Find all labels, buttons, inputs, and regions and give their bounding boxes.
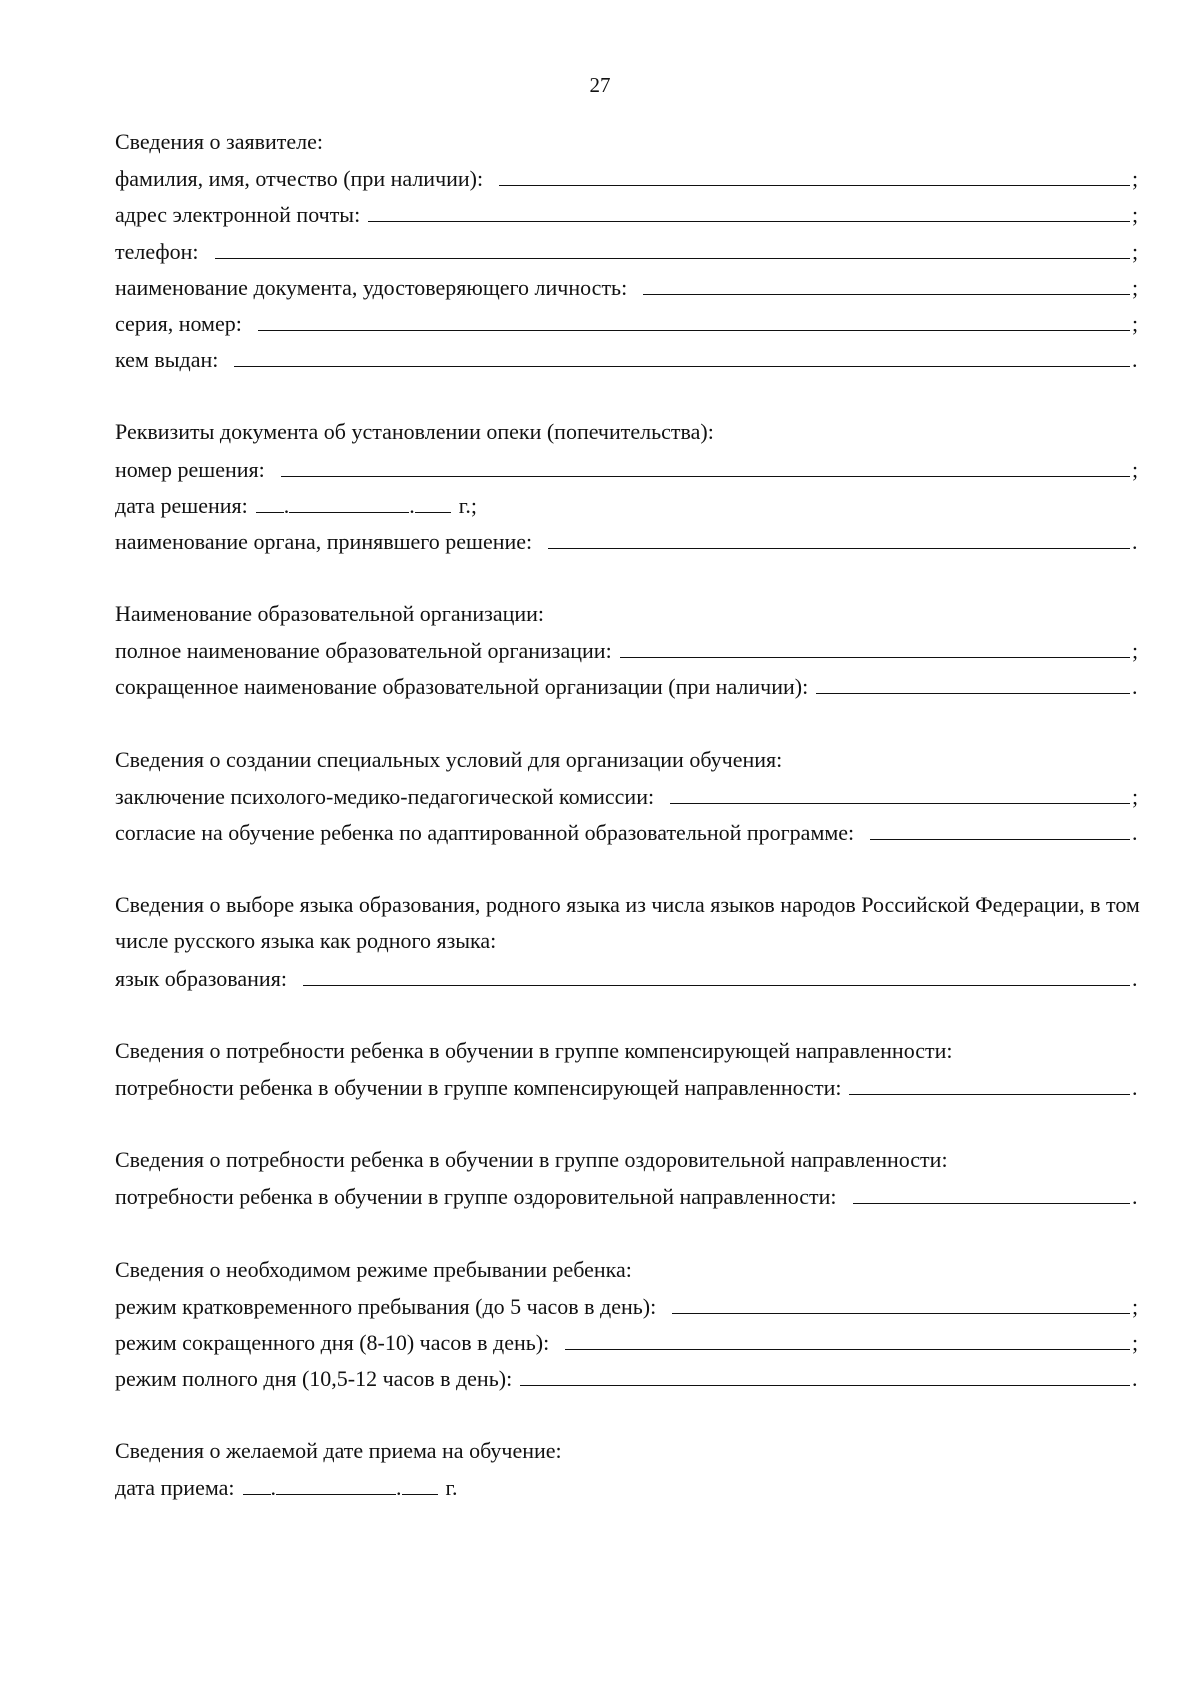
decision-number-field[interactable]	[281, 451, 1130, 477]
full-day-field[interactable]	[520, 1360, 1130, 1386]
decision-day-field[interactable]	[256, 487, 284, 513]
compensating-label: потребности ребенка в обучении в группе компенсирующей направленности:	[115, 1074, 842, 1100]
section-heading: Сведения о необходимом режиме пребывании ребенка:	[115, 1256, 632, 1282]
section-heading: Сведения о создании специальных условий для организации обучения:	[115, 746, 783, 772]
page-number: 27	[589, 73, 611, 97]
section-heading: Сведения о выборе языка образования, родного языка из числа языков народов Российской Федерации, в том числе русского языка как родного языка:	[115, 892, 1140, 954]
section-admission	[115, 1433, 1140, 1505]
consent-row: согласие на обучение ребенка по адаптированной образовательной программе: .	[115, 814, 1140, 850]
section-applicant	[115, 124, 1140, 377]
email-label: адрес электронной почты:	[115, 202, 361, 228]
fullname-label: фамилия, имя, отчество (при наличии):	[115, 166, 484, 192]
section-heading: Сведения о потребности ребенка в обучении в группе оздоровительной направленности:	[115, 1147, 948, 1173]
health-field[interactable]	[853, 1178, 1130, 1204]
reduced-day-label: режим сокращенного дня (8-10) часов в день):	[115, 1329, 550, 1355]
commission-field[interactable]	[670, 778, 1130, 804]
issued-by-label: кем выдан:	[115, 347, 219, 373]
education-language-label: язык образования:	[115, 965, 287, 991]
full-day-row: режим полного дня (10,5-12 часов в день): .	[115, 1360, 1140, 1396]
form-content	[115, 124, 1140, 1543]
issued-by-field[interactable]	[234, 341, 1130, 367]
compensating-row: потребности ребенка в обучении в группе компенсирующей направленности: .	[115, 1069, 1140, 1105]
year-suffix: г.	[445, 1475, 458, 1501]
section-special-conditions	[115, 742, 1140, 851]
section-language	[115, 887, 1140, 996]
section-compensating	[115, 1033, 1140, 1105]
email-row: адрес электронной почты: ;	[115, 196, 1140, 232]
admission-date-row: дата приема: . . г.	[115, 1469, 1140, 1505]
org-full-name-row: полное наименование образовательной организации: ;	[115, 632, 1140, 668]
section-heading: Реквизиты документа об установлении опеки (попечительства):	[115, 419, 714, 445]
org-short-name-row: сокращенное наименование образовательной организации (при наличии): .	[115, 668, 1140, 704]
admission-year-field[interactable]	[402, 1469, 438, 1495]
education-language-row: язык образования: .	[115, 960, 1140, 996]
series-field[interactable]	[258, 305, 1130, 331]
authority-field[interactable]	[548, 523, 1130, 549]
issued-by-row: кем выдан: .	[115, 341, 1140, 377]
section-heading: Наименование образовательной организации:	[115, 601, 545, 627]
fullname-row: фамилия, имя, отчество (при наличии): ;	[115, 160, 1140, 196]
decision-month-field[interactable]	[289, 487, 409, 513]
short-stay-label: режим кратковременного пребывания (до 5 часов в день):	[115, 1293, 657, 1319]
id-doc-field[interactable]	[643, 269, 1130, 295]
section-heading: Сведения о желаемой дате приема на обучение:	[115, 1438, 562, 1464]
education-language-field[interactable]	[303, 960, 1130, 986]
commission-label: заключение психолого-медико-педагогической комиссии:	[115, 783, 655, 809]
authority-label: наименование органа, принявшего решение:	[115, 528, 533, 554]
reduced-day-field[interactable]	[565, 1324, 1130, 1350]
health-label: потребности ребенка в обучении в группе оздоровительной направленности:	[115, 1184, 837, 1210]
admission-date-label: дата приема:	[115, 1475, 235, 1501]
year-suffix: г.;	[458, 492, 477, 518]
phone-row: телефон: ;	[115, 233, 1140, 269]
org-full-name-field[interactable]	[620, 632, 1130, 658]
section-heading: Сведения о заявителе:	[115, 129, 324, 154]
admission-month-field[interactable]	[276, 1469, 396, 1495]
section-heading: Сведения о потребности ребенка в обучении в группе компенсирующей направленности:	[115, 1037, 953, 1063]
series-row: серия, номер: ;	[115, 305, 1140, 341]
org-full-name-label: полное наименование образовательной организации:	[115, 638, 612, 664]
decision-date-row: дата решения: . . г.;	[115, 487, 1140, 523]
short-stay-field[interactable]	[672, 1288, 1130, 1314]
section-organization	[115, 596, 1140, 705]
compensating-field[interactable]	[849, 1069, 1130, 1095]
full-day-label: режим полного дня (10,5-12 часов в день):	[115, 1366, 513, 1392]
id-doc-label: наименование документа, удостоверяющего личность:	[115, 274, 628, 300]
org-short-name-field[interactable]	[816, 668, 1130, 694]
reduced-day-row: режим сокращенного дня (8-10) часов в день): ;	[115, 1324, 1140, 1360]
consent-field[interactable]	[870, 814, 1130, 840]
series-label: серия, номер:	[115, 310, 242, 336]
id-doc-row: наименование документа, удостоверяющего личность: ;	[115, 269, 1140, 305]
fullname-field[interactable]	[499, 160, 1130, 186]
decision-year-field[interactable]	[415, 487, 451, 513]
decision-date-label: дата решения:	[115, 492, 248, 518]
email-field[interactable]	[368, 196, 1130, 222]
health-row: потребности ребенка в обучении в группе оздоровительной направленности: .	[115, 1178, 1140, 1214]
section-guardianship	[115, 414, 1140, 559]
commission-row: заключение психолого-медико-педагогической комиссии: ;	[115, 778, 1140, 814]
section-health	[115, 1142, 1140, 1214]
short-stay-row: режим кратковременного пребывания (до 5 часов в день): ;	[115, 1288, 1140, 1324]
org-short-name-label: сокращенное наименование образовательной организации (при наличии):	[115, 674, 809, 700]
authority-row: наименование органа, принявшего решение: .	[115, 523, 1140, 559]
decision-number-row: номер решения: ;	[115, 451, 1140, 487]
section-stay-mode	[115, 1252, 1140, 1397]
phone-field[interactable]	[215, 233, 1130, 259]
decision-number-label: номер решения:	[115, 456, 265, 482]
phone-label: телефон:	[115, 238, 199, 264]
consent-label: согласие на обучение ребенка по адаптированной образовательной программе:	[115, 820, 855, 845]
admission-day-field[interactable]	[243, 1469, 271, 1495]
